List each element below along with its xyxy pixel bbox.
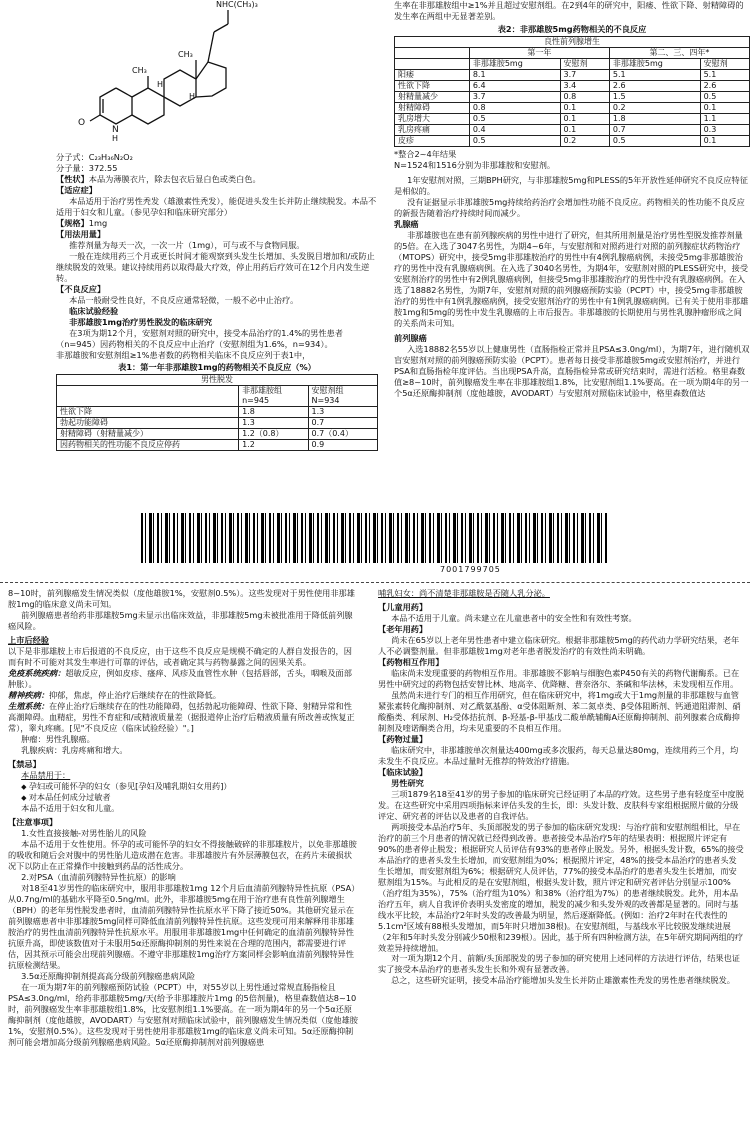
table-row: 皮疹 0.5 0.2 0.5 0.1 [395, 135, 750, 146]
linchuang-subheading: 男性研究 [391, 777, 424, 788]
table2-col4: 安慰剂 [700, 58, 749, 69]
right-top-p1: 1年安慰剂对照，三期BPH研究，与非那雄胺5mg和PLESS的5年开放性延伸研究不良反应特征是相似的。 [394, 174, 748, 196]
section-yongfa: 【用法用量】 [56, 228, 106, 239]
laonian-text: 尚未在65岁以上老年男性患者中建立临床研究。根据非那雄胺5mg的药代动力学研究结果，老年人不必调整剂量。但非那雄胺1mg对老年患者脱发治疗的有效性尚未明确。 [378, 634, 740, 656]
table1-col2: 安慰剂组 N=934 [308, 385, 377, 406]
section-guoliang: 【药物过量】 [378, 733, 428, 744]
table1 [56, 374, 378, 451]
section-ertong: 【儿童用药】 [378, 601, 428, 612]
section-buliang: 【不良反应】 [56, 283, 106, 294]
table-row: 勃起功能障碍 1.3 0.7 [57, 417, 378, 428]
qianliexian-text: 入选18882名55岁以上健康男性（直肠指检正常并且PSA≤3.0ng/ml），为期7年，进行随机双盲安慰剂对照的前列腺癌预防实验（PCPT）。患者每日接受非那雄胺5mg或安慰剂治疗，并进行PSA和直肠指检年度评估。当出现PSA升高，直肠指检异常或研究结束时，需进行活检。格里森数值≥8~10时，前列腺癌发生率在非那雄胺组1.8%，比安慰剂组1.1%要高。在一项为期4年的另一个5α还原酶抑制剂（度他雄胺，AVODART）与安慰剂对照临床试验中，格里森数值达 [394, 343, 750, 398]
buliang-subheading-1: 临床试验经验 [69, 305, 119, 316]
right-top-intro: 生率在非那雄胺组中≥1%并且超过安慰剂组。在2到4年的研究中，阳痿、性欲下降、射精障碍的发生率在两组中无显著差别。 [394, 0, 744, 21]
shiyingzheng-text: 本品适用于治疗男性秃发（雄激素性秃发），能促进头发生长并防止继续脱发。本品不适用于妇女和儿童。（参见孕妇和临床研究部分） [56, 195, 377, 217]
table2 [394, 36, 750, 147]
table-row: 射精障碍 0.8 0.1 0.2 0.1 [395, 102, 750, 113]
mianyi-text: 超敏反应，例如皮疹、瘙痒、风疹及血管性水肿（包括唇部，舌头，咽喉及面部肿胀）。 [8, 667, 352, 689]
jingshen-text: 抑郁，焦虑，停止治疗后继续存在的性欲降低。 [48, 689, 221, 700]
table-row: 乳房疼痛 0.4 0.1 0.7 0.3 [395, 124, 750, 135]
zhuyi-text-4: 对18至41岁男性的临床研究中，服用非那雄胺1mg 12个月后血清前列腺特异性抗原（PSA）从0.7ng/ml的基础水平降至0.5ng/ml。此外，非那雄胺5mg在用于治疗患有良性前列腺增生（BPH）的老年男性脱发患者时，血清前列腺特异性抗原水平下降了接近50%。其他研究显示在前列腺癌患者中非那雄胺5mg同样可降低血清前列腺特异性抗原。这些发现可用来解释用非那雄胺治疗的男性血清前列腺特异性抗原水平。用服用非那雄胺1mg中任何确定的血清前列腺特异性抗原升高，即使该数值对于未服用5α还原酶抑制剂的男性来说在合理的范围内，都需要进行评估，因其预示可能会出现前列腺癌。不遵守非那雄胺1mg治疗方案同样会影响血清前列腺特异性抗原检测结果。 [8, 883, 356, 971]
section-laonian: 【老年用药】 [378, 623, 428, 634]
table2-col1: 非那雄胺5mg [469, 58, 560, 69]
right-top-p2: 没有证据显示非那雄胺5mg持续给药治疗会增加性功能不良反应。药物相关的性功能不良反应的新报告随着治疗持续时间而减少。 [394, 196, 745, 218]
structure-label-h-2: H [189, 92, 196, 101]
zhuyi-text-1: 1.女性直接接触-对男性胎儿的风险 [21, 828, 147, 839]
ruxianjibing-text: 乳腺疾病：乳房疼痛和增大。 [21, 744, 128, 755]
table-row: 因药物相关的性功能不良反应停药 1.2 0.9 [57, 439, 378, 450]
guige-text: 1mg [88, 217, 108, 228]
burufu-text: 哺乳妇女：尚不清楚非那雄胺是否随人乳分泌。 [378, 588, 550, 598]
linchuang-text-2: 三项1879名18至41岁的男子参加的临床研究已经证明了本品的疗效。这些男子患有轻度至中度脱发。在这些研究中采用四项指标来评估头发的生长，即：头发计数、皮肤科专家组根据照片做的分级评定、研究者的评估以及患者的自我评估。 [378, 788, 744, 821]
guoliang-text: 临床研究中，非那雄胺单次剂量达400mg或多次服药，每天总量达80mg，连续用药三个月，均未发生不良反应。本品过量时无推荐的特效治疗措施。 [378, 744, 739, 766]
structure-label-ch3-upper: CH₃ [178, 50, 193, 59]
section-xingzhuang: 【性状】 [56, 173, 89, 184]
top-left-column [56, 0, 378, 508]
section-qianliexian: 前列腺癌 [394, 332, 427, 343]
table2-note-1: *整合2~4年结果 [394, 148, 457, 159]
table-row: 性欲下降 1.8 1.3 [57, 406, 378, 417]
structure-label-n: N [112, 125, 119, 135]
section-jinji: 【禁忌】 [8, 758, 41, 769]
structure-label-h-n: H [112, 134, 119, 143]
table2-group: 良性前列腺增生 [395, 36, 750, 47]
linchuang-text-3: 两项接受本品治疗5年、头顶部脱发的男子参加的临床研究发现：与治疗前和安慰剂组相比，早在治疗的前三个月患者的情况就已经得到改善。患者接受本品治疗5年的结果表明：根据照片评定有90%的患者停止脱发；根据研究人员评估有93%的患者停止脱发。另外，根据头发计数，65%的接受本品治疗的患者头发生长增加，而安慰剂组为0%；根据照片评定，48%的接受本品治疗的患者头发生长增加，而安慰剂组为6%；根据研究人员评估，77%的接受本品治疗的患者头发生长增加，而安慰剂组为15%。与此相反的是在安慰剂组，根据头发计数，照片评定和研究者评估分别显示100%（治疗组为35%），75%（治疗组为10%）和38%（治疗组为7%）的患者继续脱发。此外，用本品治疗五年，病人自我评价表明头发密度的增加，脱发的减少和头发外观的改善都是显著的。同时与基线水平比较，本品治疗2年时头发的改善最为明显，然后逐渐降低。(例如：治疗2年时在代表性的5.1cm²区域有88根头发增加，而5年时只增加38根)。在安慰剂组，与基线水平比较脱发继续进展（2年和5年时头发分别减少50根和239根）。因此，基于所有四种检测方法，在5年研究期间两组的疗效差异持续增加。 [378, 821, 744, 953]
section-shiyingzheng: 【适应症】 [56, 184, 97, 195]
yongfa-text-1: 推荐剂量为每天一次，一次一片（1mg），可与或不与食物同服。 [69, 239, 305, 250]
bottom-left-column [8, 588, 358, 1140]
section-linchuang: 【临床试验】 [378, 766, 428, 777]
structure-label-ch3-lower: CH₃ [132, 66, 147, 75]
table2-col3: 非那雄胺5mg [609, 58, 700, 69]
table2-note-2: N=1524和1516分别为非那雄胺和安慰剂。 [394, 159, 556, 170]
table-row: 射精量减少 3.7 0.8 1.5 0.5 [395, 91, 750, 102]
section-xianghu: 【药物相互作用】 [378, 656, 444, 667]
section-shanghou: 上市后经验 [8, 634, 49, 645]
section-guige: 【规格】 [56, 217, 89, 228]
section-ruxian: 乳腺癌 [394, 218, 419, 229]
top-left-text [56, 152, 378, 451]
table2-year1: 第一年 [469, 47, 609, 58]
table-row: 性欲下降 6.4 3.4 2.6 2.6 [395, 80, 750, 91]
chemical-structure-diagram [56, 0, 286, 148]
yongfa-text-2: 一般在连续用药三个月或更长时间才能观察到头发生长增加、头发脱目增加和/或防止继续脱发的效果。建议持续用药以取得最大疗效，停止用药后疗效可在12个月内发生逆转。 [56, 250, 375, 283]
xianghu-text-2: 虽然尚未进行专门的相互作用研究，但在临床研究中，将1mg或大于1mg剂量的非那雄胺与血管紧张素转化酶抑制剂、对乙酰氨基酚、α受体阻断剂、苯二氮卓类、β受体阻断剂、钙通道阻滞剂、硝酸酯类、利尿剂、H₂受体拮抗剂、β-羟基-β-甲基戊二酸单酰辅酶A还原酶抑制剂、前列腺素合成酶抑制剂及喹诺酮类合用，均未见重要的不良相互作用。 [378, 689, 741, 733]
ertong-text: 本品不适用于儿童。尚未建立在儿童患者中的安全性和有效性考察。 [391, 612, 637, 623]
xianghu-text-1: 临床尚未发现重要的药物相互作用。非那雄胺不影响与细胞色素P450有关的药物代谢酶系。已在男性中研究过的药物包括安替比林、地高辛、优降糖、普奈洛尔、茶碱和华法林，未发现相互作用。 [378, 667, 740, 689]
shengzhi-label: 生殖系统： [8, 700, 49, 711]
zhongliu-text: 肿瘤：男性乳腺癌。 [21, 733, 95, 744]
structure-label-top: NHC(CH₃)₃ [216, 0, 258, 9]
buliang-subheading-2: 非那雄胺1mg治疗男性脱发的临床研究 [69, 316, 213, 327]
bl-p1: 前列腺癌患者给药非那雄胺5mg未显示出临床效益，非那雄胺5mg未被批准用于降低前列腺癌风险。 [8, 609, 353, 631]
structure-label-h-1: H [157, 80, 164, 89]
bl-p0: 8~10时，前列腺癌发生情况类似（度他雄胺1%，安慰剂0.5%）。这些发现对于男性使用非那雄胺1mg的临床意义尚未可知。 [8, 588, 355, 609]
ruxian-text: 非那雄胺也在患有前列腺疾病的男性中进行了研究，但其所用剂量是治疗男性型脱发推荐剂量的5倍。在入选了3047名男性，为期4~6年，与安慰剂和对照药进行对照的前列腺症状药物治疗（MTOPS）研究中，接受5mg非那雄胺治疗的男性中有4例乳腺癌病例，未接受5mg非那雄胺治疗的男性中没有乳腺癌病例。在入选了3040名男性，为期4年，安慰剂对照的PLESS研究中，接受安慰剂治疗的男性中有2例乳腺癌病例，但接受5mg非那雄胺治疗的男性中没有乳腺癌病例。在入选了18882名男性，为期7年，安慰剂对照的前列腺癌预防实验（PCPT）中，接受5mg非那雄胺治疗的男性中有1例乳腺癌病例，接受安慰剂治疗的男性中有1例乳腺癌病例。已有关于使用非那雄胺1mg和5mg的男性中发生乳腺癌的上市后报告。非那雄胺的长期使用与男性乳腺肿瘤形成之间的关系尚未可知。 [394, 229, 749, 328]
linchuang-text-4: 对一项为期12个月、前额/头顶部脱发的男子参加的研究使用上述同样的方法进行评估，结果也证实了接受本品治疗的患者头发生长和外观有显著改善。 [378, 953, 740, 975]
linchuang-text-5: 总之，这些研究证明，接受本品治疗能增加头发生长并防止雄激素性秃发的男性患者继续脱发。 [391, 975, 735, 986]
xingzhuang-text: 本品为薄膜衣片，除去包衣后显白色或类白色。 [88, 173, 261, 184]
jinji-text-2: ◆ 孕妇或可能怀孕的妇女（参见[孕妇及哺乳期妇女用药]） [8, 781, 358, 792]
shanghou-text: 以下是非那雄胺上市后报道的不良反应，由于这些不良反应是规模不确定的人群自发报告的，因而有时不可能对其发生率进行可靠的评估，或者确定其与药物暴露之间的因果关系。 [8, 645, 352, 667]
bottom-right-column [378, 588, 744, 1140]
jinji-text-1: 本品禁用于： [21, 769, 71, 780]
table2-caption: 表2：非那雄胺5mg药物相关的不良反应 [497, 23, 647, 34]
table2-year234: 第二、三、四年* [609, 47, 749, 58]
table1-group: 男性脱发 [57, 374, 378, 385]
table1-caption: 表1：第一年非那雄胺1mg的药物相关不良反应（%） [118, 361, 316, 372]
zhuyi-text-3: 2.对PSA（血清前列腺特异性抗原）的影响 [21, 872, 176, 883]
molecular-formula: 分子式：C₂₃H₃₆N₂O₂ [56, 152, 133, 162]
zhuyi-text-2: 本品不适用于女性使用。怀孕的或可能怀孕的妇女不得接触破碎的非那雄胺片，以免非那雄胺的吸收和随后会对腹中的男性胎儿造成潜在危害。非那雄胺片有外层薄膜包衣，在药片未破损状况下以防止在正常操作中接触到药品的活性成分。 [8, 839, 357, 872]
barcode-number: 7001799705 [440, 565, 501, 574]
buliang-text-5: 非那雄胺和安慰剂组≥1%患者数的药物相关临床不良反应列于表1中， [56, 349, 311, 360]
zhuyi-text-6: 在一项为期7年的前列腺癌预防试验（PCPT）中，对55岁以上男性通过常规直肠指检且PSA≤3.0ng/ml，给药非那雄胺5mg/天(给予非那雄胺片1mg 的5倍剂量)，格里森数值达8~10时，前列腺癌发生率非那雄胺组1.8%，比安慰剂组1.1%要高。在一项为期4年的另一个5α还原酶抑制剂（度他雄胺，AVODART）与安慰剂对照临床试验中，前列腺癌发生情况类似（度他雄胺1%，安慰剂0.5%）。这些发现对于男性使用非那雄胺1mg的临床意义尚未可知。5α还原酶抑制剂可能会增加高分级前列腺癌患病风险。5α还原酶抑制剂对前列腺癌患 [8, 982, 358, 1048]
buliang-text-1: 本品一般耐受性良好，不良反应通常轻微，一般不必中止治疗。 [69, 294, 299, 305]
table-row: 射精障碍（射精量减少） 1.2（0.8） 0.7（0.4） [57, 428, 378, 439]
divider [0, 582, 750, 583]
table-row: 阳痿 8.1 3.7 5.1 5.1 [395, 69, 750, 80]
structure-label-o: O [78, 118, 86, 128]
molecular-weight: 分子量：372.55 [56, 162, 118, 173]
top-right-column [394, 0, 750, 510]
table-row: 乳房增大 0.5 0.1 1.8 1.1 [395, 113, 750, 124]
jinji-text-3: ◆ 对本品任何成分过敏者 [8, 792, 358, 803]
table1-col1: 非那雄胺组 n=945 [239, 385, 308, 406]
barcode [141, 513, 609, 563]
section-zhuyi: 【注意事项】 [8, 817, 58, 828]
zhuyi-text-5: 3.5α还原酶抑制剂提高高分级前列腺癌患病风险 [21, 971, 196, 982]
jinji-text-4: 本品不适用于妇女和儿童。 [21, 803, 120, 814]
buliang-text-4: 在3项为期12个月，安慰剂对照的研究中，接受本品治疗的1.4%的男性患者（n=945）因药物相关的不良反应中止治疗（安慰剂组为1.6%，n=934）。 [56, 327, 343, 349]
table2-col2: 安慰剂 [560, 58, 609, 69]
shengzhi-text: 在停止治疗后继续存在的性功能障碍，包括勃起功能障碍、性欲下降、射精异常和性高潮障碍。血精症，男性不育症和/或精液质量差（据报道停止治疗后精液质量有所改善或恢复正常），睾丸疼痛。[见"不良反应（临床试验经验）"。] [8, 700, 355, 733]
jingshen-label: 精神疾病： [8, 689, 49, 700]
mianyi-label: 免疫系统疾病： [8, 667, 66, 678]
